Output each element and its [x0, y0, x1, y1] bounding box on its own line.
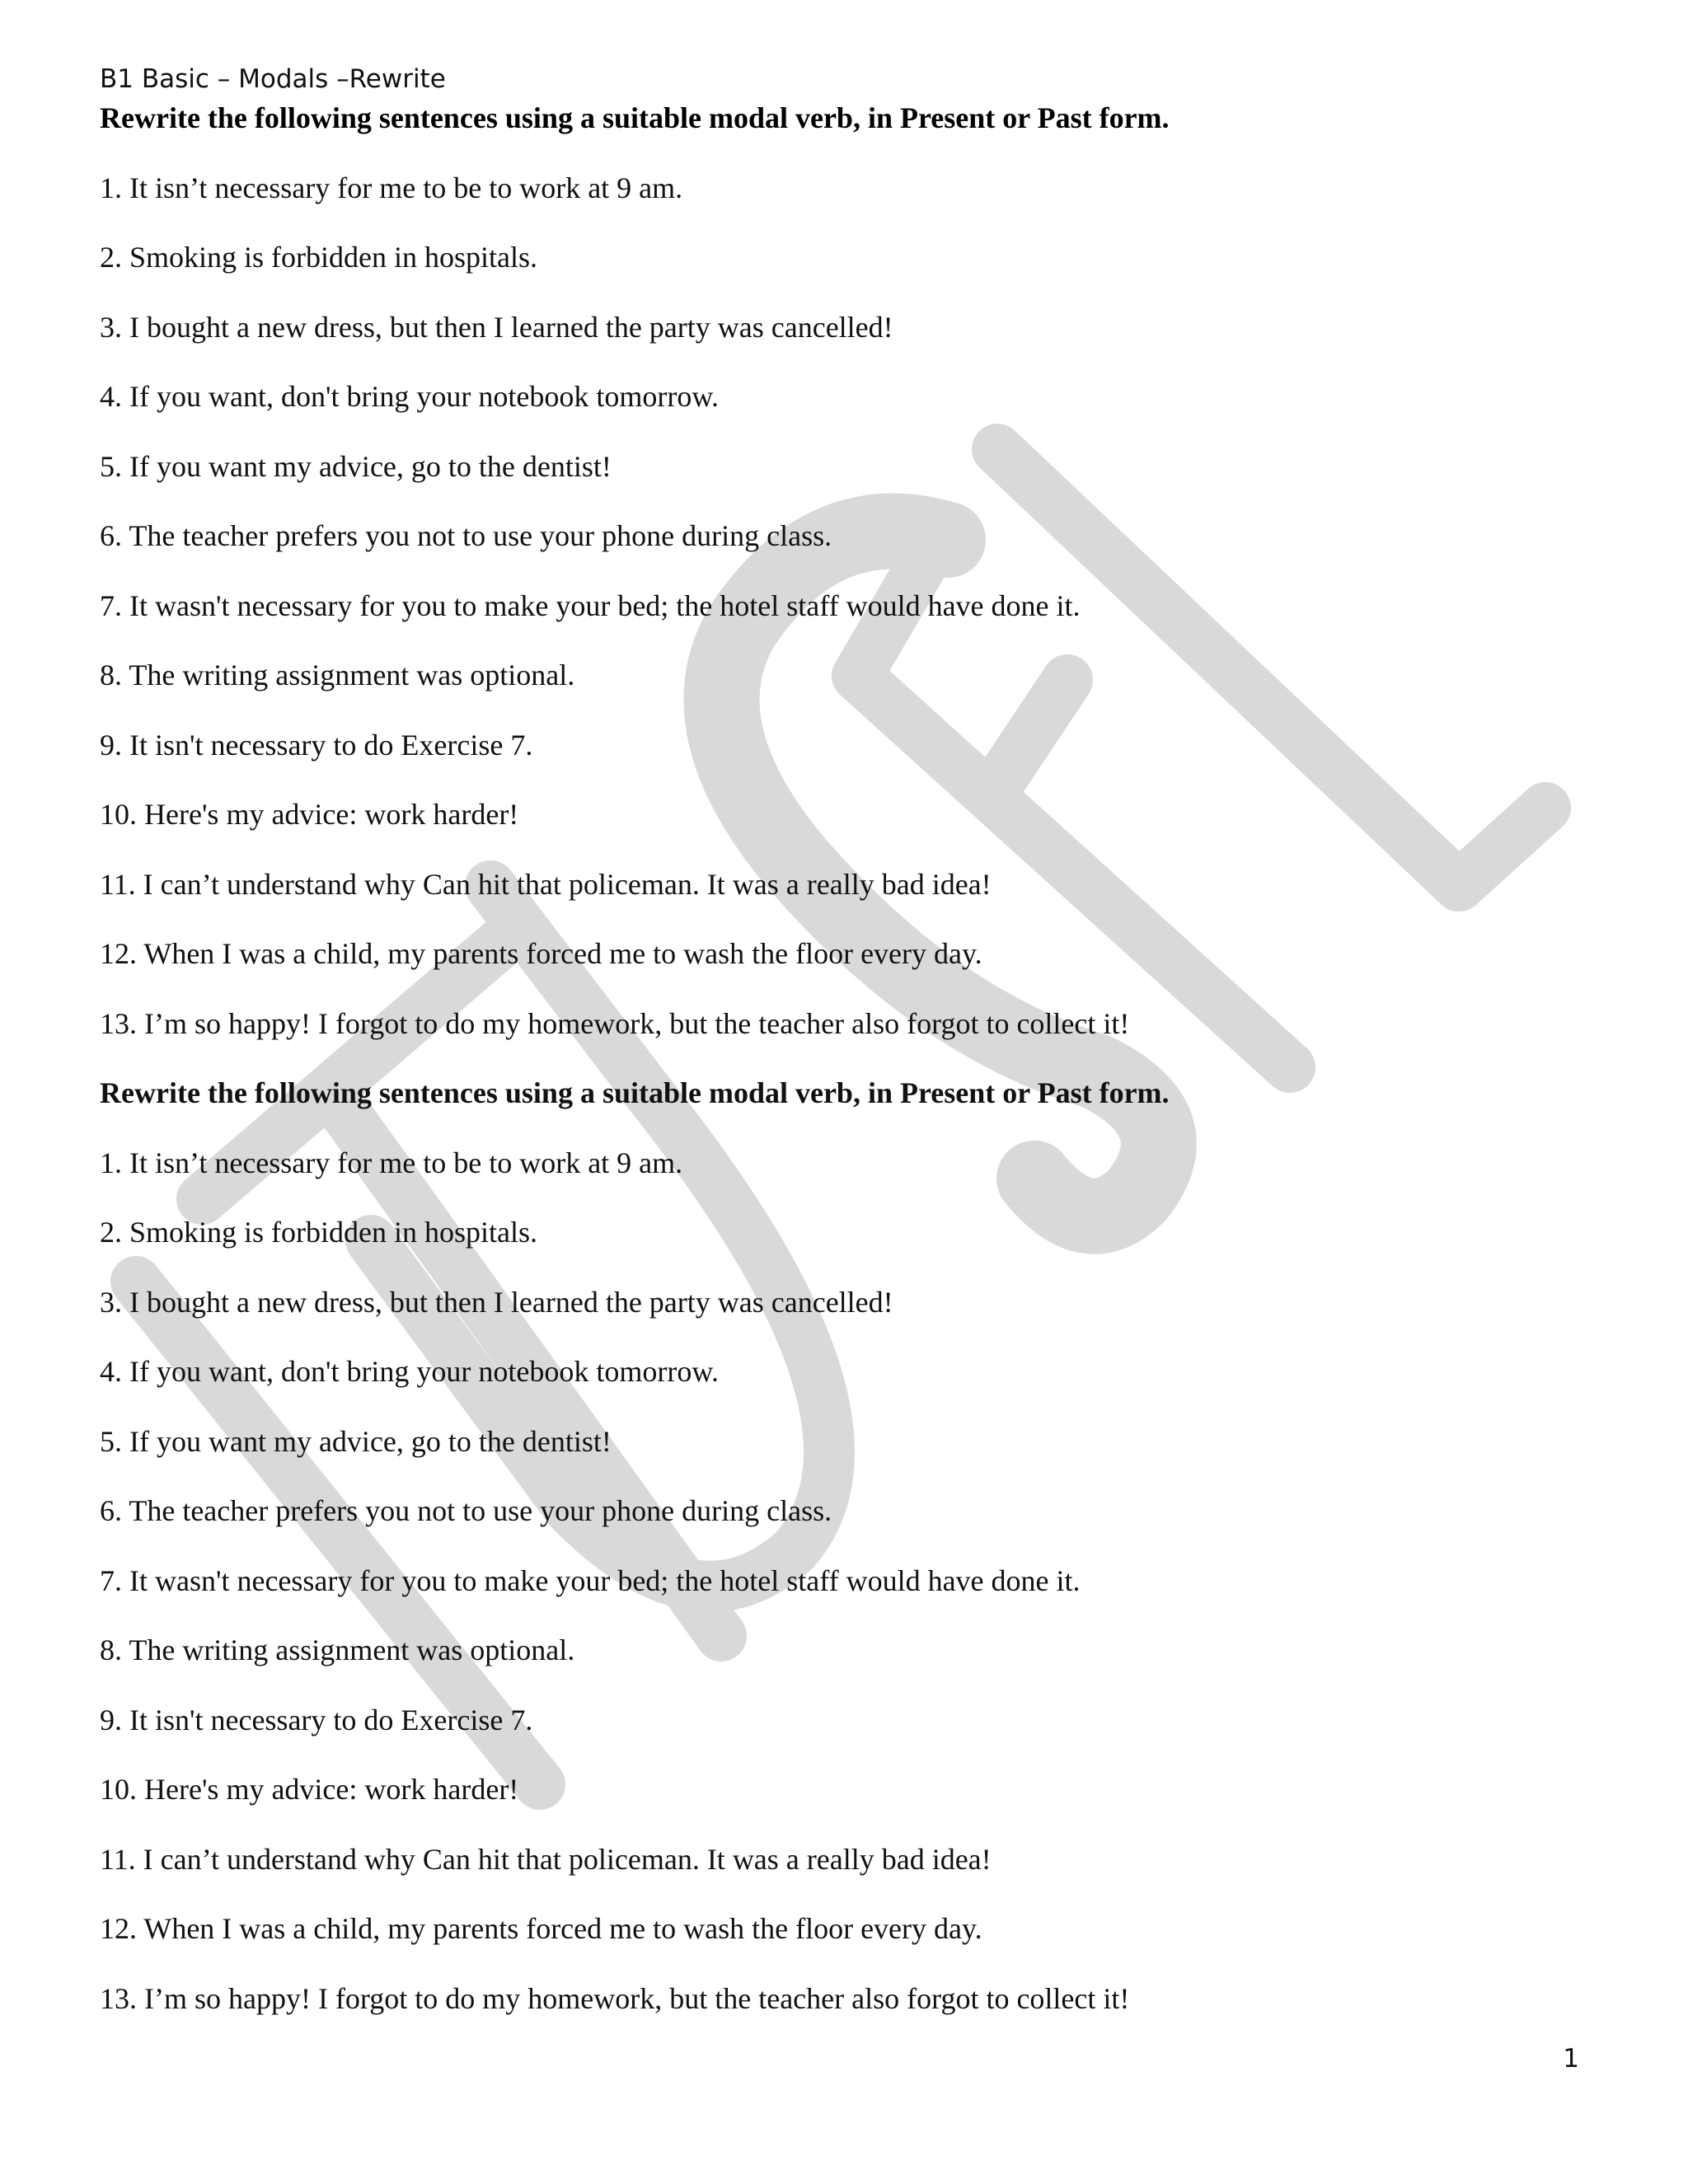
sentence-item: 10. Here's my advice: work harder! [100, 798, 519, 831]
sentence-item: 8. The writing assignment was optional. [100, 658, 575, 691]
section-2-instruction: Rewrite the following sentences using a suitable modal verb, in Present or Past form. [100, 1076, 1170, 1109]
sentence-item: 12. When I was a child, my parents forced me to wash the floor every day. [100, 1912, 982, 1945]
section-2-sentence-list [100, 1113, 1583, 2018]
worksheet-header: B1 Basic – Modals –Rewrite [100, 64, 446, 94]
sentence-item: 4. If you want, don't bring your notebook tomorrow. [100, 380, 720, 413]
sentence-item: 5. If you want my advice, go to the dentist! [100, 449, 612, 483]
sentence-item: 13. I’m so happy! I forgot to do my homework, but the teacher also forgot to collect it! [100, 1006, 1130, 1040]
worksheet-content [100, 60, 1583, 2018]
page-number: 1 [1563, 2044, 1579, 2074]
sentence-item: 9. It isn't necessary to do Exercise 7. [100, 1703, 533, 1736]
sentence-item: 3. I bought a new dress, but then I learned the party was cancelled! [100, 310, 893, 344]
sentence-item: 6. The teacher prefers you not to use your phone during class. [100, 1494, 832, 1527]
sentence-item: 11. I can’t understand why Can hit that policeman. It was a really bad idea! [100, 1842, 992, 1876]
sentence-item: 5. If you want my advice, go to the dentist! [100, 1424, 612, 1458]
sentence-item: 11. I can’t understand why Can hit that policeman. It was a really bad idea! [100, 867, 992, 901]
sentence-item: 1. It isn’t necessary for me to be to work at 9 am. [100, 171, 683, 204]
exercise-section-1 [100, 98, 1583, 1043]
sentence-item: 7. It wasn't necessary for you to make your bed; the hotel staff would have done it. [100, 1563, 1081, 1597]
sentence-item: 1. It isn’t necessary for me to be to work at 9 am. [100, 1146, 683, 1179]
sentence-item: 4. If you want, don't bring your notebook tomorrow. [100, 1355, 720, 1388]
sentence-item: 6. The teacher prefers you not to use your phone during class. [100, 519, 832, 552]
sentence-item: 7. It wasn't necessary for you to make your bed; the hotel staff would have done it. [100, 588, 1081, 622]
section-1-instruction: Rewrite the following sentences using a suitable modal verb, in Present or Past form. [100, 101, 1170, 134]
sentence-item: 12. When I was a child, my parents forced me to wash the floor every day. [100, 937, 982, 970]
sentence-item: 10. Here's my advice: work harder! [100, 1773, 519, 1806]
sentence-item: 3. I bought a new dress, but then I learned the party was cancelled! [100, 1285, 893, 1319]
sentence-item: 13. I’m so happy! I forgot to do my homework, but the teacher also forgot to collect it! [100, 1981, 1130, 2015]
exercise-section-2 [100, 1043, 1583, 2018]
section-1-sentence-list [100, 138, 1583, 1043]
sentence-item: 9. It isn't necessary to do Exercise 7. [100, 728, 533, 762]
sentence-item: 2. Smoking is forbidden in hospitals. [100, 241, 537, 274]
sentence-item: 2. Smoking is forbidden in hospitals. [100, 1216, 537, 1249]
sentence-item: 8. The writing assignment was optional. [100, 1633, 575, 1666]
